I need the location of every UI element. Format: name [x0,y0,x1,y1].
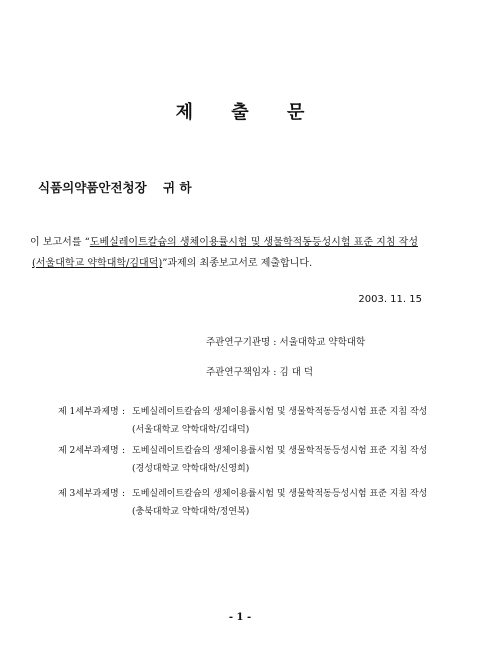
subproject-label: 제 1세부과제명 [58,407,119,417]
addressee-agency: 식품의약품안전청장 [38,180,147,195]
subproject-1 [58,403,458,439]
lead-institution [206,334,365,348]
subproject-2 [58,442,458,478]
intro-line-1 [30,232,430,253]
subproject-label: 제 2세부과제명 [58,446,119,456]
separator: : [122,446,126,456]
document-title [0,98,480,124]
title-char: 문 [286,102,305,123]
page-number: - 1 - [228,612,252,623]
subproject-label: 제 3세부과제명 [58,489,119,499]
subproject-affiliation: (충북대학교 약학대학/정연복) [132,507,250,517]
title-char: 출 [231,102,249,123]
separator: : [122,489,126,499]
institution-value: 서울대학교 약학대학 [279,337,366,348]
lead-researcher-value: 김 대 덕 [279,367,314,378]
subproject-affiliation: (경성대학교 약학대학/신영희) [132,464,250,474]
separator: : [273,367,277,378]
title-char: 제 [175,102,194,123]
lead-researcher [206,364,313,378]
subproject-affiliation: (서울대학교 약학대학/김대덕) [132,425,250,435]
institution-label: 주관연구기관명 [206,337,271,348]
lead-researcher-label: 주관연구책임자 [206,367,271,378]
submission-date: 2003. 11. 15 [358,294,422,305]
subproject-topic: 도베실레이트칼슘의 생체이용률시험 및 생물학적동등성시험 표준 지침 작성 [132,407,428,417]
intro-suffix: ”과제의 최종보고서로 제출합니다. [162,258,313,269]
intro-line-2 [30,253,430,274]
separator: : [273,337,277,348]
addressee-suffix: 귀 하 [163,180,192,195]
intro-paragraph [30,232,430,274]
subproject-topic: 도베실레이트칼슘의 생체이용률시험 및 생물학적동등성시험 표준 지침 작성 [132,489,428,499]
intro-prefix: 이 보고서를 “ [30,237,90,248]
subproject-topic: 도베실레이트칼슘의 생체이용률시험 및 생물학적동등성시험 표준 지침 작성 [132,446,428,456]
separator: : [122,407,126,417]
project-affiliation: (서울대학교 약학대학/김대덕) [32,258,163,269]
project-title: 도베실레이트칼슘의 생체이용률시험 및 생물학적동등성시험 표준 지침 작성 [89,237,418,248]
addressee [38,178,192,196]
subproject-3 [58,485,458,521]
